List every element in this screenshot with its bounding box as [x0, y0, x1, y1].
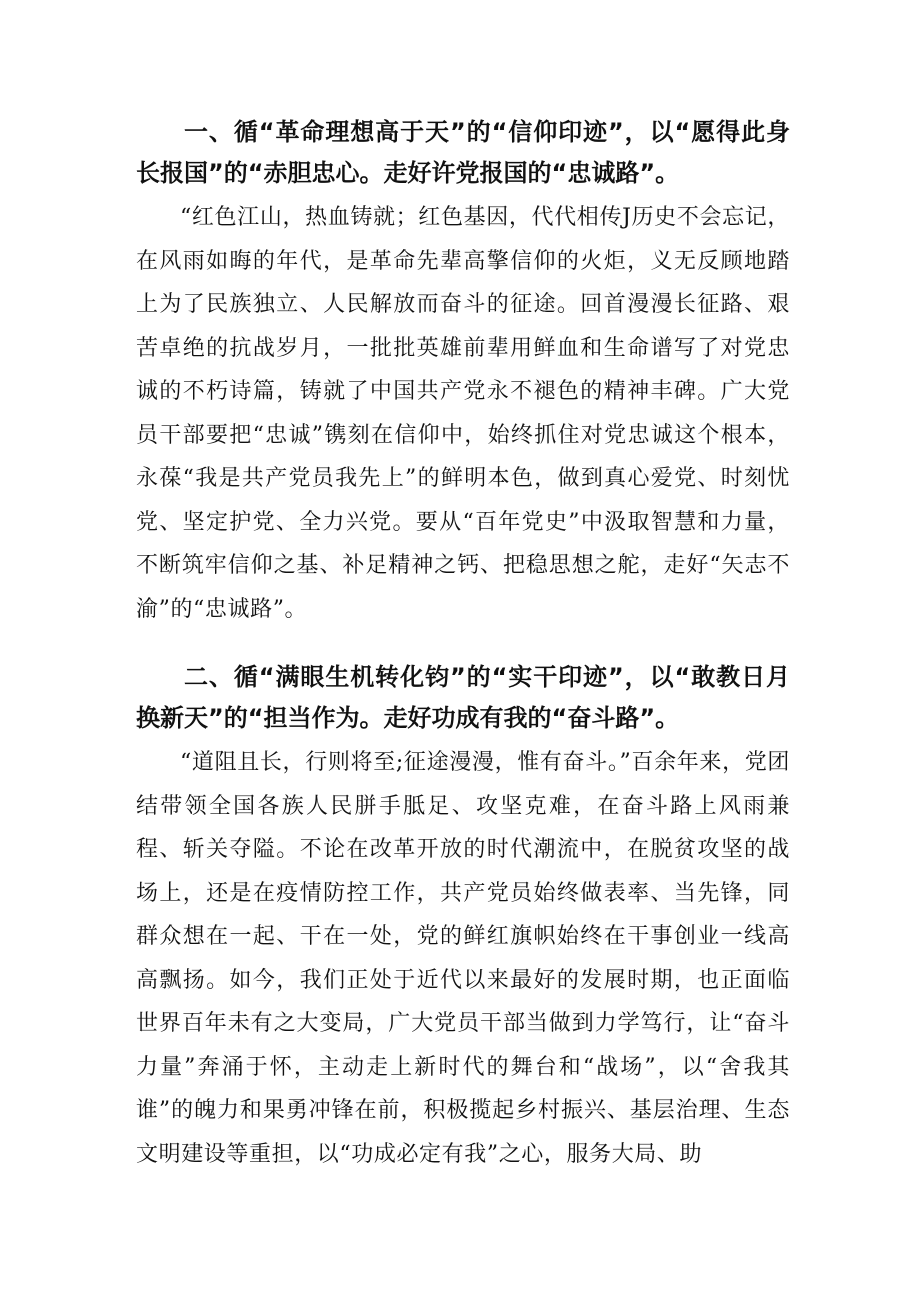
section-paragraph: “红色江山，热血铸就；红色基因，代代相传J历史不会忘记，在风雨如晦的年代，是革命先辈高擎信仰的火炬，义无反顾地踏上为了民族独立、人民解放而奋斗的征途。回首漫漫长征路、艰苦卓绝的抗战岁月，一批批英雄前辈用鲜血和生命谱写了对党忠诚的不朽诗篇，铸就了中国共产党永不褪色的精神丰碑。广大党员干部要把“忠诚”镌刻在信仰中，始终抓住对党忠诚这个根本，永葆“我是共产党员我先上”的鲜明本色，做到真心爱党、时刻忧党、坚定护党、全力兴党。要从“百年党史”中汲取智慧和力量，不断筑牢信仰之基、补足精神之钙、把稳思想之舵，走好“矢志不渝”的“忠诚路”。 — [136, 205, 790, 622]
section-heading: 一、循“革命理想高于天”的“信仰印迹”，以“愿得此身长报国”的“赤胆忠心。走好许党报国的“忠诚路”。 — [136, 118, 790, 187]
document-body — [136, 112, 790, 1176]
section-1 — [136, 112, 790, 631]
section-paragraph: “道阻且长，行则将至;征途漫漫，惟有奋斗。”百余年来，党团结带领全国各族人民胼手胝足、攻坚克难，在奋斗路上风雨兼程、斩关夺隘。不论在改革开放的时代潮流中，在脱贫攻坚的战场上，还是在疫情防控工作，共产党员始终做表率、当先锋，同群众想在一起、干在一处，党的鲜红旗帜始终在干事创业一线高高飘扬。如今，我们正处于近代以来最好的发展时期，也正面临世界百年未有之大变局，广大党员干部当做到力学笃行，让“奋斗力量”奔涌于怀，主动走上新时代的舞台和“战场”，以“舍我其谁”的魄力和果勇冲锋在前，积极揽起乡村振兴、基层治理、生态文明建设等重担，以“功成必定有我”之心，服务大局、助 — [136, 750, 790, 1167]
section-2 — [136, 657, 790, 1176]
section-heading: 二、循“满眼生机转化钧”的“实干印迹”，以“敢教日月换新天”的“担当作为。走好功成有我的“奋斗路”。 — [136, 663, 790, 732]
